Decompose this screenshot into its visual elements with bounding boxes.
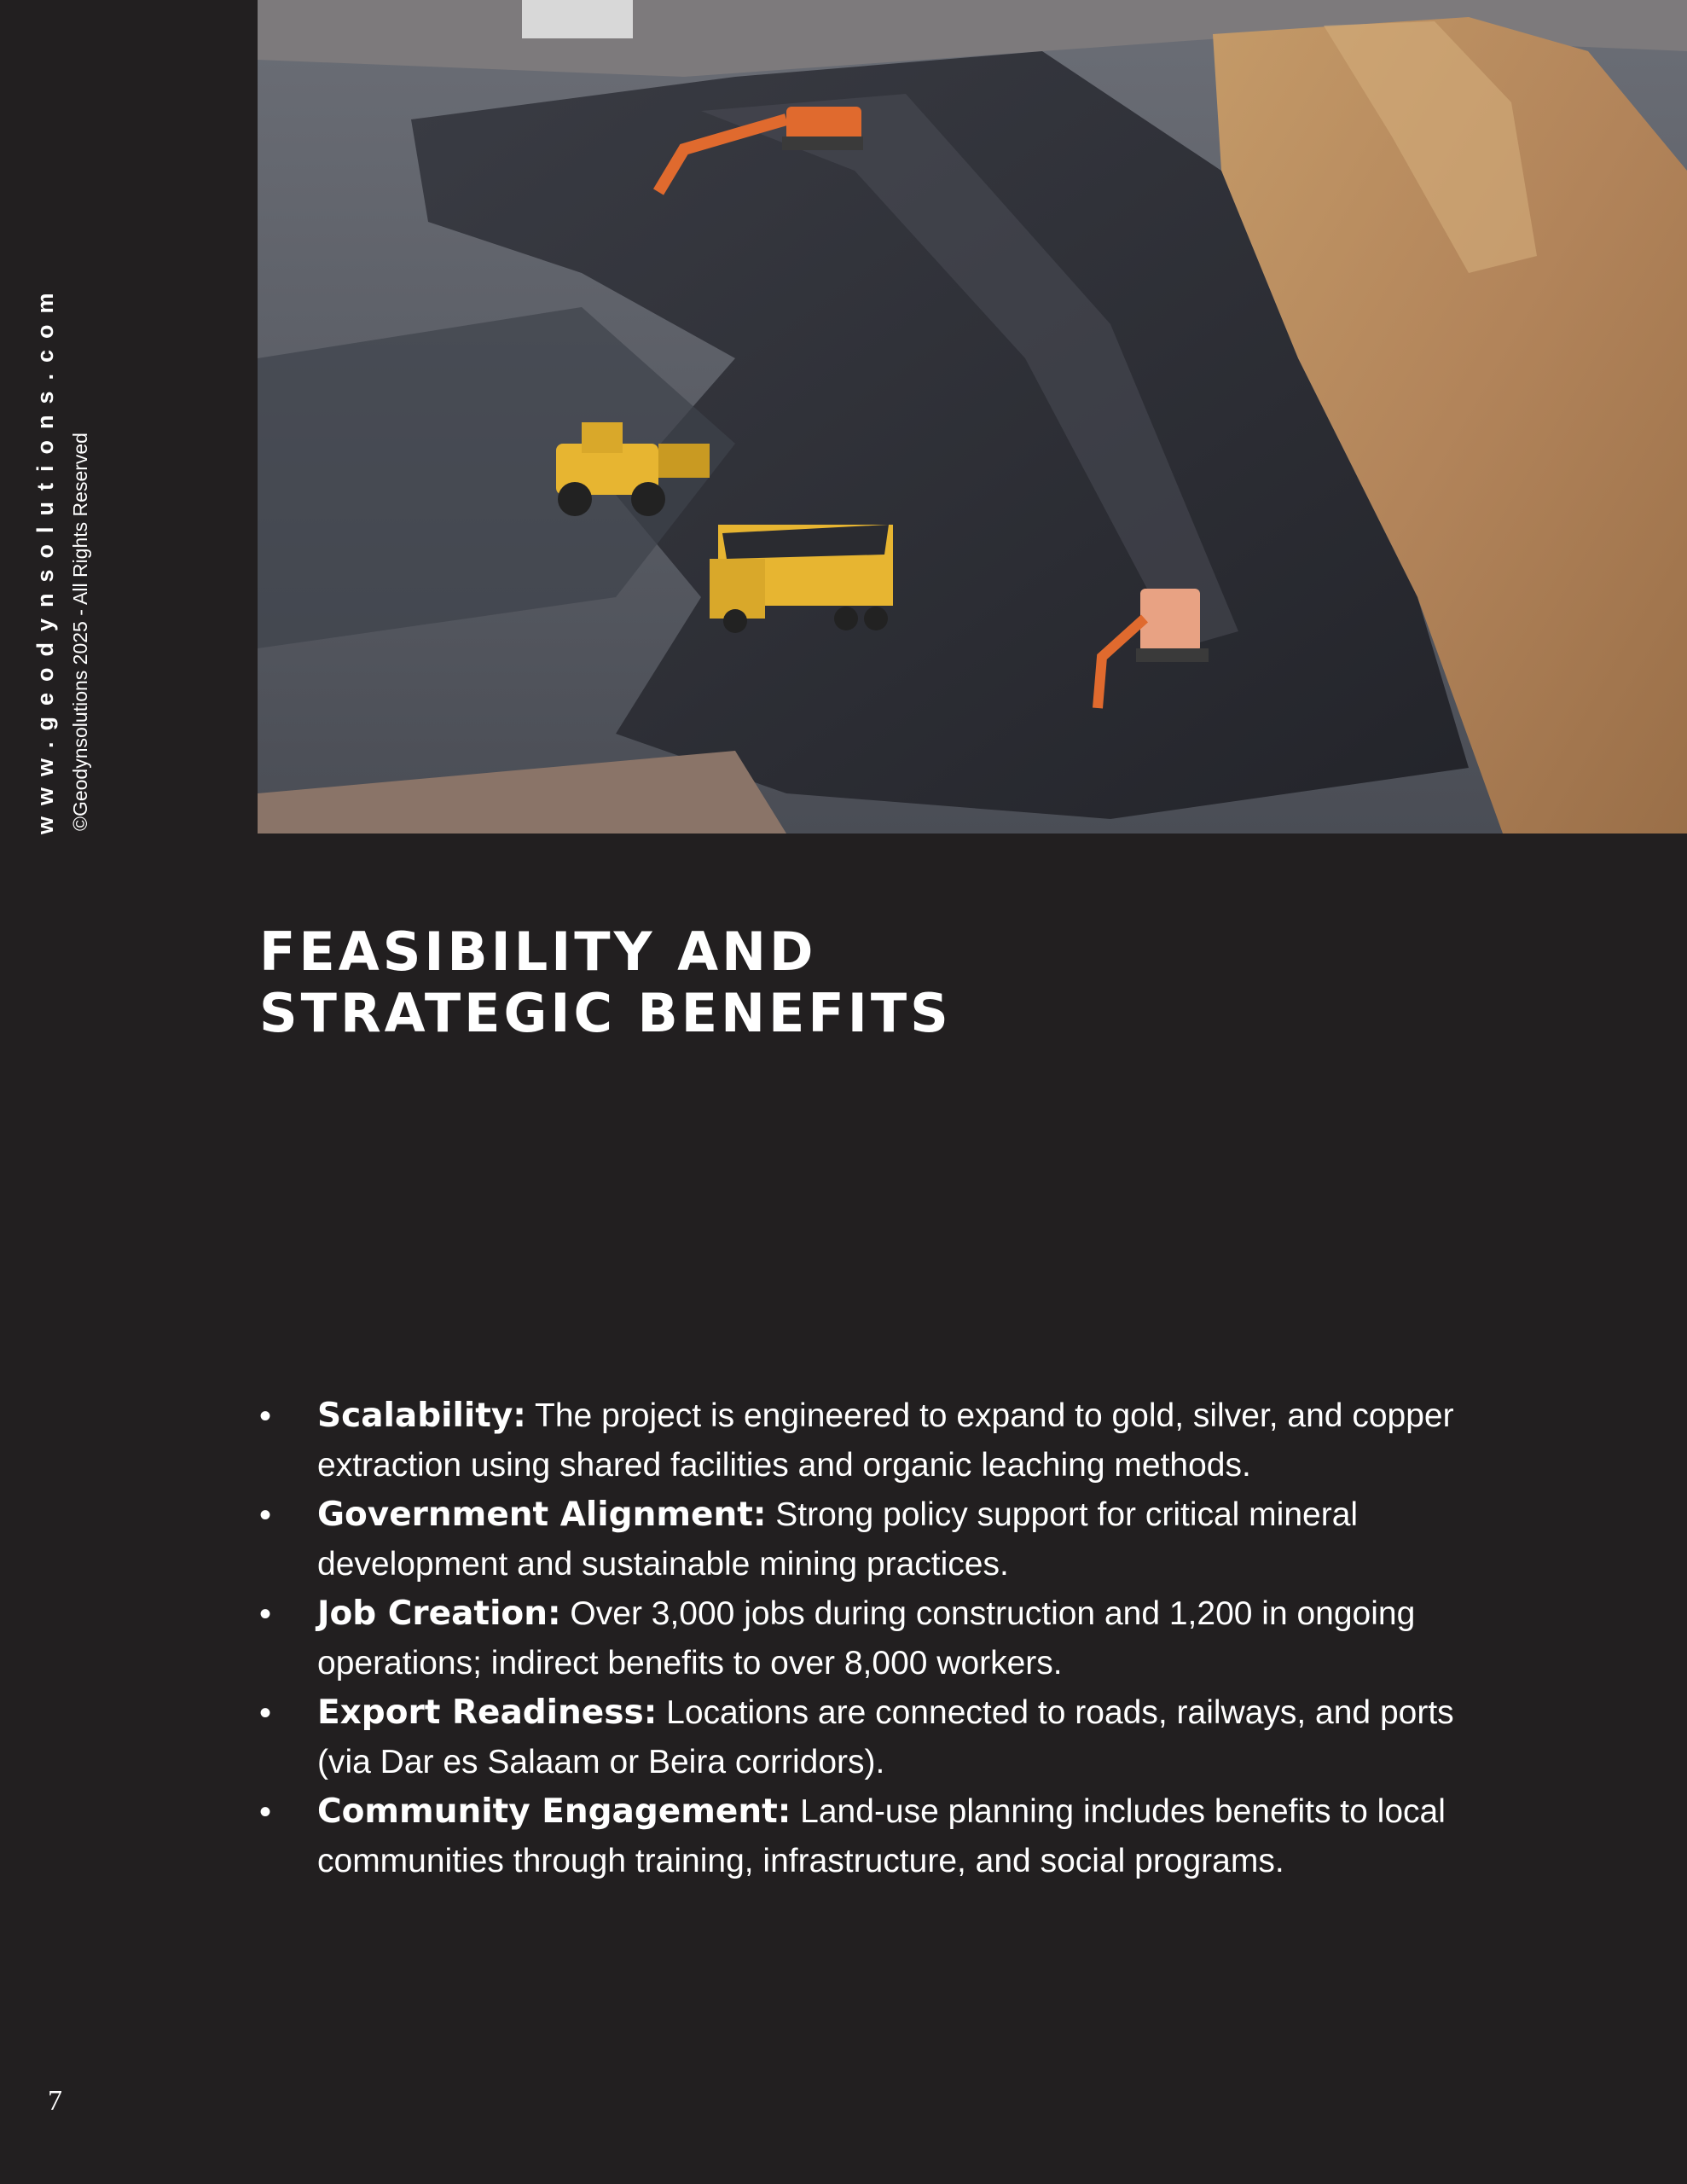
parked-truck bbox=[522, 0, 633, 38]
benefit-government-alignment bbox=[259, 1490, 1496, 1589]
benefit-label: Export Readiness: bbox=[317, 1693, 658, 1732]
mining-site-illustration bbox=[258, 0, 1687, 834]
bullet-icon: • bbox=[259, 1595, 272, 1633]
sidebar-credits bbox=[31, 282, 94, 834]
bullet-icon: • bbox=[259, 1496, 272, 1534]
website-url: www.geodynsolutions.com bbox=[32, 282, 58, 834]
benefit-community-engagement bbox=[259, 1787, 1496, 1886]
page-title bbox=[259, 921, 952, 1044]
benefit-text: The project is engineered to expand to gold, silver, and copper extraction using shared facilities and organic leaching methods. bbox=[317, 1397, 1454, 1484]
bullet-icon: • bbox=[259, 1793, 272, 1831]
benefit-text: Over 3,000 jobs during construction and 1,200 in ongoing operations; indirect benefits to over 8,000 workers. bbox=[317, 1595, 1416, 1682]
benefit-text: Land-use planning includes benefits to local communities through training, infrastructure, and social programs. bbox=[317, 1793, 1446, 1879]
benefit-job-creation bbox=[259, 1589, 1496, 1688]
benefits-list bbox=[259, 1391, 1496, 1886]
benefit-export-readiness bbox=[259, 1688, 1496, 1787]
benefit-label: Government Alignment: bbox=[317, 1496, 767, 1534]
copyright-notice: ©Geodynsolutions 2025 - All Rights Reserved bbox=[69, 433, 91, 831]
mining-site-photo bbox=[258, 0, 1687, 834]
bullet-icon: • bbox=[259, 1397, 272, 1435]
benefit-label: Community Engagement: bbox=[317, 1792, 791, 1831]
benefit-label: Scalability: bbox=[317, 1397, 526, 1435]
benefit-text: Strong policy support for critical mineral development and sustainable mining practices. bbox=[317, 1496, 1359, 1583]
benefit-label: Job Creation: bbox=[317, 1594, 561, 1633]
page-number: 7 bbox=[48, 2085, 62, 2117]
title-line-1: FEASIBILITY AND bbox=[259, 921, 817, 983]
bullet-icon: • bbox=[259, 1694, 272, 1732]
benefit-text: Locations are connected to roads, railways, and ports (via Dar es Salaam or Beira corridors). bbox=[317, 1694, 1454, 1780]
benefit-scalability bbox=[259, 1391, 1496, 1490]
title-line-2: STRATEGIC BENEFITS bbox=[259, 982, 952, 1044]
